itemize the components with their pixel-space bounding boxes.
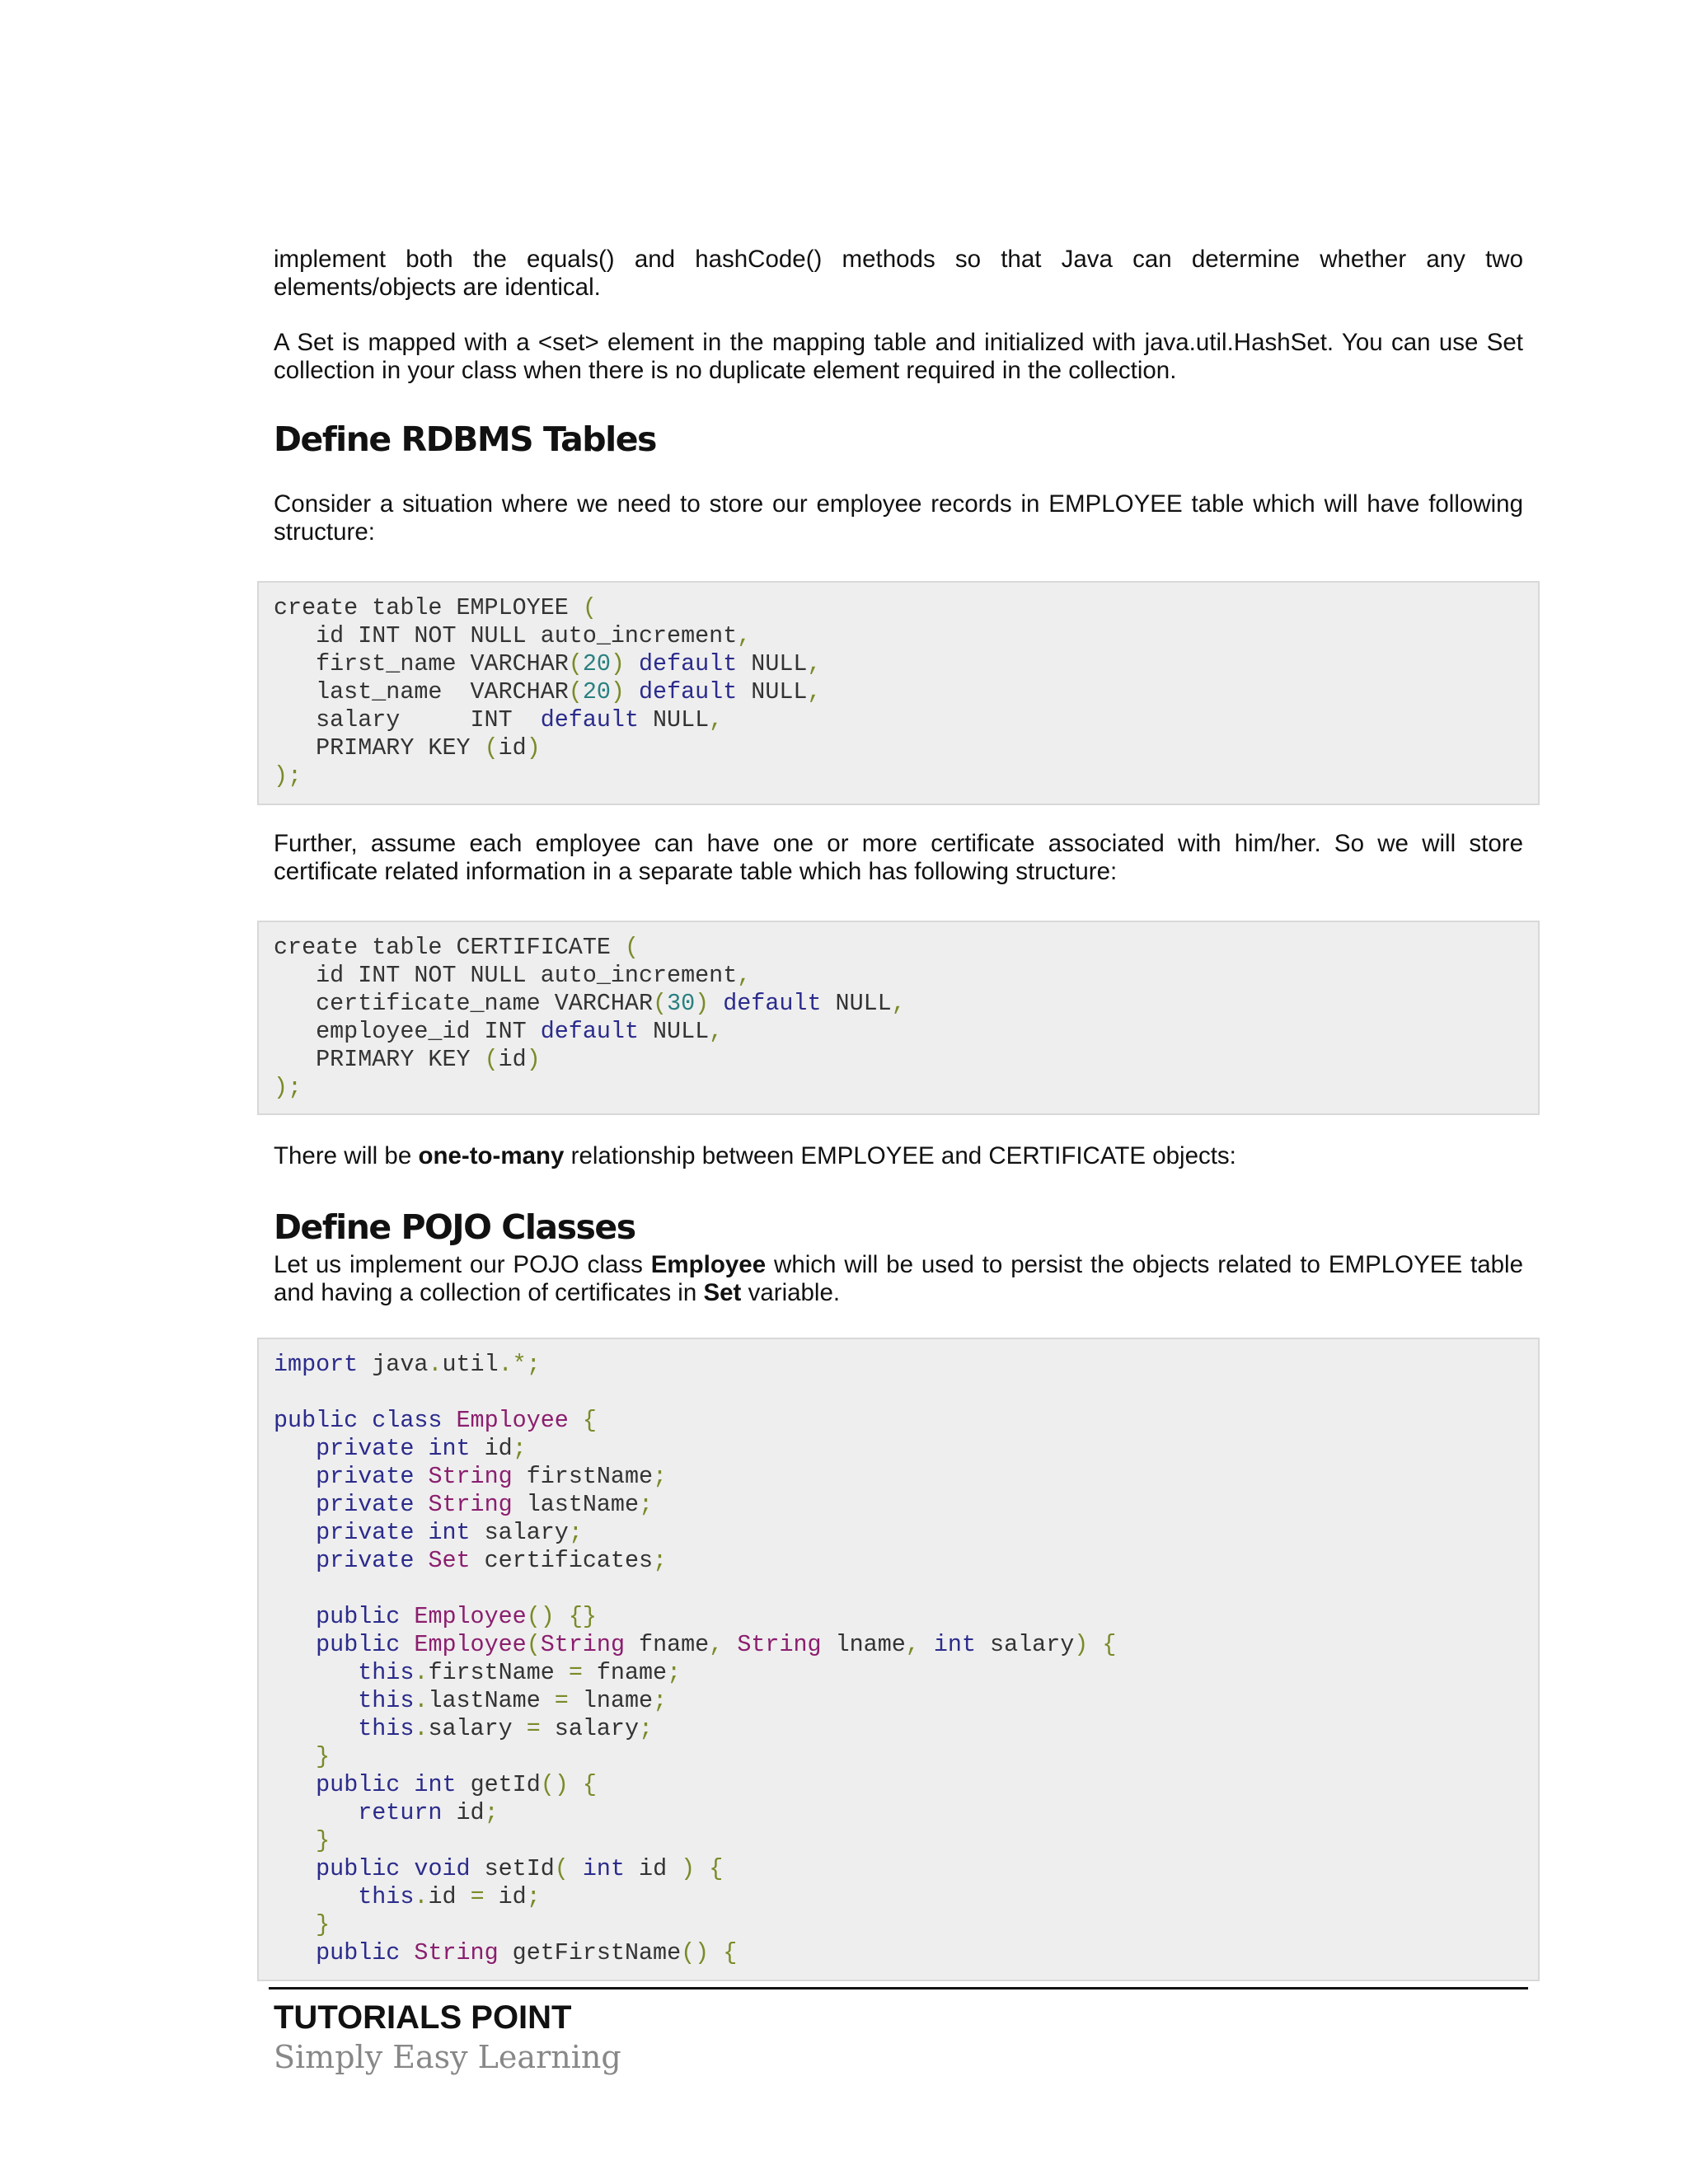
footer-divider [269,1987,1528,1990]
pojo-text-post: variable. [741,1279,841,1306]
code-line: this.id = id; [358,1883,541,1910]
pojo-bold-employee: Employee [650,1251,767,1278]
code-line: id INT NOT NULL auto_increment, [274,962,752,989]
code-line: private int id; [316,1435,527,1462]
code-line: public Employee(String fname, String lname, int salary) { [316,1631,1117,1658]
code-line: public class Employee { [274,1407,597,1434]
code-line: ); [274,762,302,790]
code-line: this.salary = salary; [358,1715,654,1742]
code-line: certificate_name VARCHAR(30) default NULL, [274,990,906,1017]
footer-title: TUTORIALS POINT [274,1999,572,2036]
relationship-bold: one-to-many [418,1142,565,1169]
code-line: import java.util.*; [274,1351,541,1378]
code-line: this.firstName = fname; [358,1659,682,1686]
paragraph-intro-2: A Set is mapped with a <set> element in the mapping table and initialized with java.util.HashSet. You can use Set collection in your class when there is no duplicate element required in the collection. [274,329,1523,384]
pojo-bold-set: Set [703,1279,742,1306]
relationship-text-post: relationship between EMPLOYEE and CERTIFICATE objects: [564,1142,1236,1169]
code-line: salary INT default NULL, [274,706,724,733]
paragraph-pojo-intro [274,1251,1523,1307]
code-line: PRIMARY KEY (id) [274,734,541,762]
code-block-employee-table [257,581,1540,805]
code-block-certificate-table [257,921,1540,1115]
code-line: id INT NOT NULL auto_increment, [274,622,752,649]
relationship-text-pre: There will be [274,1142,419,1169]
code-line: create table CERTIFICATE ( [274,934,639,961]
code-line: private Set certificates; [316,1547,668,1574]
code-line: last_name VARCHAR(20) default NULL, [274,678,822,705]
code-line: this.lastName = lname; [358,1687,668,1714]
paragraph-relationship [274,1142,1523,1170]
code-line: public int getId() { [316,1771,597,1798]
code-line: } [316,1743,331,1770]
code-line: private int salary; [316,1519,583,1546]
code-line: public void setId( int id ) { [316,1855,724,1882]
paragraph-rdbms-intro: Consider a situation where we need to store our employee records in EMPLOYEE table which will have following structure: [274,490,1523,546]
code-line [274,1379,1523,1407]
code-line: first_name VARCHAR(20) default NULL, [274,650,822,677]
code-line: private String firstName; [316,1463,668,1490]
code-line: create table EMPLOYEE ( [274,594,597,621]
code-line [274,1575,1523,1603]
code-line: } [316,1911,331,1938]
pojo-text-pre: Let us implement our POJO class [274,1251,651,1278]
paragraph-certificate-intro: Further, assume each employee can have one or more certificate associated with him/her. So we will store certificate related information in a separate table which has following structure: [274,830,1523,885]
code-line: public String getFirstName() { [316,1939,738,1966]
pojo-text-mid: which will be used to persist the objects related to EMPLOYEE table and having a collection of certificates in [274,1251,1523,1306]
footer-subtitle: Simply Easy Learning [274,2039,621,2075]
code-line: } [316,1827,331,1854]
paragraph-intro-1: implement both the equals() and hashCode() methods so that Java can determine whether any two elements/objects are identical. [274,246,1523,301]
code-line: PRIMARY KEY (id) [274,1046,541,1073]
heading-pojo-classes: Define POJO Classes [274,1207,635,1247]
code-line: private String lastName; [316,1491,654,1518]
code-line: ); [274,1074,302,1101]
code-block-employee-class [257,1338,1540,1981]
heading-rdbms-tables: Define RDBMS Tables [274,419,656,459]
code-line: return id; [358,1799,499,1826]
code-line: employee_id INT default NULL, [274,1018,724,1045]
code-line: public Employee() {} [316,1603,597,1630]
